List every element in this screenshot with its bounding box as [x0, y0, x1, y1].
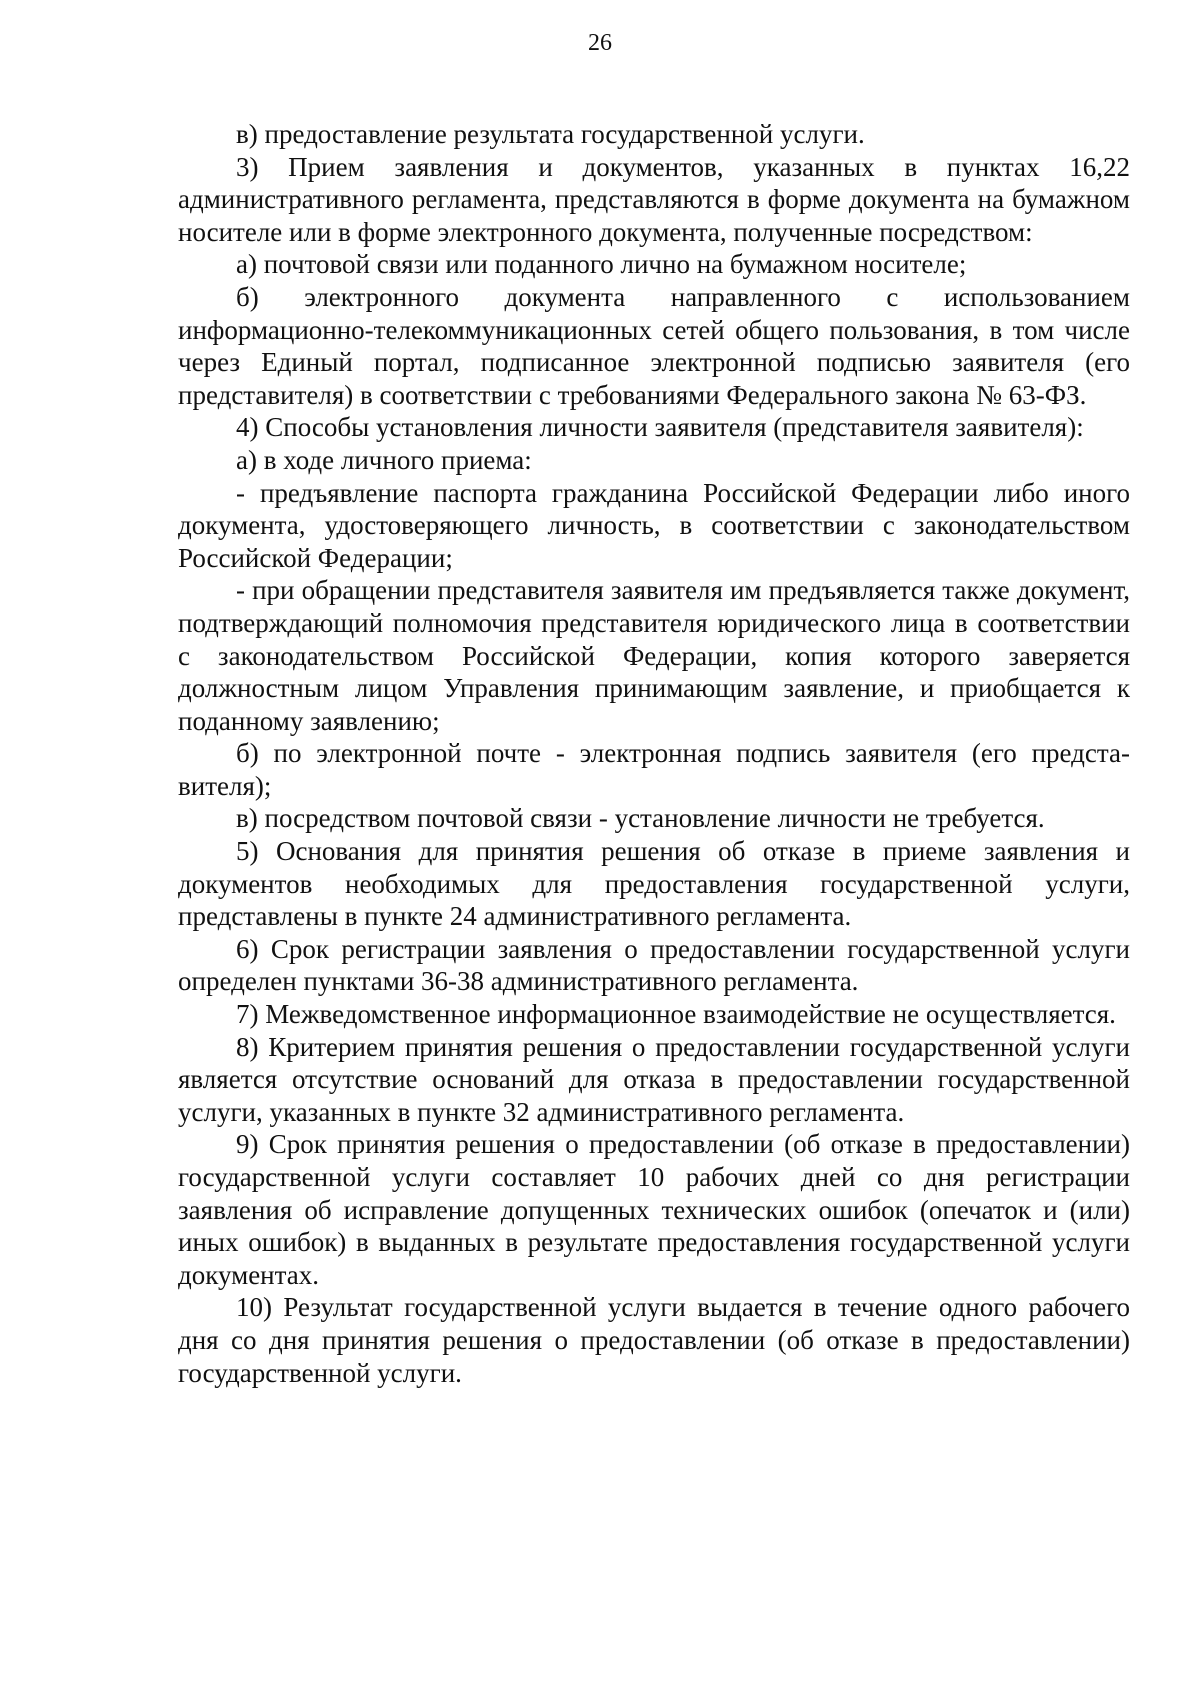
paragraph: 10) Результат государственной услуги выдается в течение одного рабочего дня со дня принятия решения о предоставлении (об отказе в предоставлении) государственной услуги.: [178, 1292, 1130, 1388]
paragraph: 7) Межведомственное информационное взаимодействие не осуществляется.: [236, 999, 1116, 1030]
paragraph: б) по электронной почте - электронная подпись заявителя (его предста-вителя);: [178, 738, 1130, 801]
paragraph: - при обращении представителя заявителя им предъявляется также документ, подтверждающий полномочия представителя юридического лица в соответствии с законодательством Российской Федерации, копия которого заверяется должностным лицом Управления принимающим заявление, и приобщается к поданному заявлению;: [178, 575, 1130, 736]
paragraph: б) электронного документа направленного с использованием информационно-телекоммуникационных сетей общего пользования, в том числе через Единый портал, подписанное электронной подписью заявителя (его представителя) в соответствии с требованиями Федерального закона № 63-ФЗ.: [178, 281, 1130, 410]
page-number: 26: [588, 30, 612, 56]
paragraph: 4) Способы установления личности заявителя (представителя заявителя):: [236, 412, 1084, 443]
paragraph: а) почтовой связи или поданного лично на бумажном носителе;: [236, 249, 967, 280]
paragraph: 8) Критерием принятия решения о предоставлении государственной услуги является отсутствие оснований для отказа в предоставлении государственной услуги, указанных в пункте 32 административного регламента.: [178, 1031, 1130, 1127]
paragraph: - предъявление паспорта гражданина Российской Федерации либо иного документа, удостоверяющего личность, в соответствии с законодательством Российской Федерации;: [178, 477, 1130, 573]
paragraph: 3) Прием заявления и документов, указанных в пунктах 16,22 административного регламента, представляются в форме документа на бумажном носителе или в форме электронного документа, полученные посредством:: [178, 151, 1130, 247]
paragraph: 6) Срок регистрации заявления о предоставлении государственной услуги определен пунктами 36-38 административного регламента.: [178, 933, 1130, 997]
document-body: [178, 118, 1130, 1389]
paragraph: 9) Срок принятия решения о предоставлении (об отказе в предоставлении) государственной услуги составляет 10 рабочих дней со дня регистрации заявления об исправление допущенных технических ошибок (опечаток и (или) иных ошибок) в выданных в результате предоставления государственной услуги документах.: [178, 1129, 1130, 1290]
paragraph: в) предоставление результата государственной услуги.: [236, 119, 865, 149]
paragraph: в) посредством почтовой связи - установление личности не требуется.: [236, 803, 1045, 834]
paragraph: а) в ходе личного приема:: [236, 444, 532, 475]
paragraph: 5) Основания для принятия решения об отказе в приеме заявления и документов необходимых для предоставления государственной услуги, представлены в пункте 24 административного регламента.: [178, 836, 1130, 932]
